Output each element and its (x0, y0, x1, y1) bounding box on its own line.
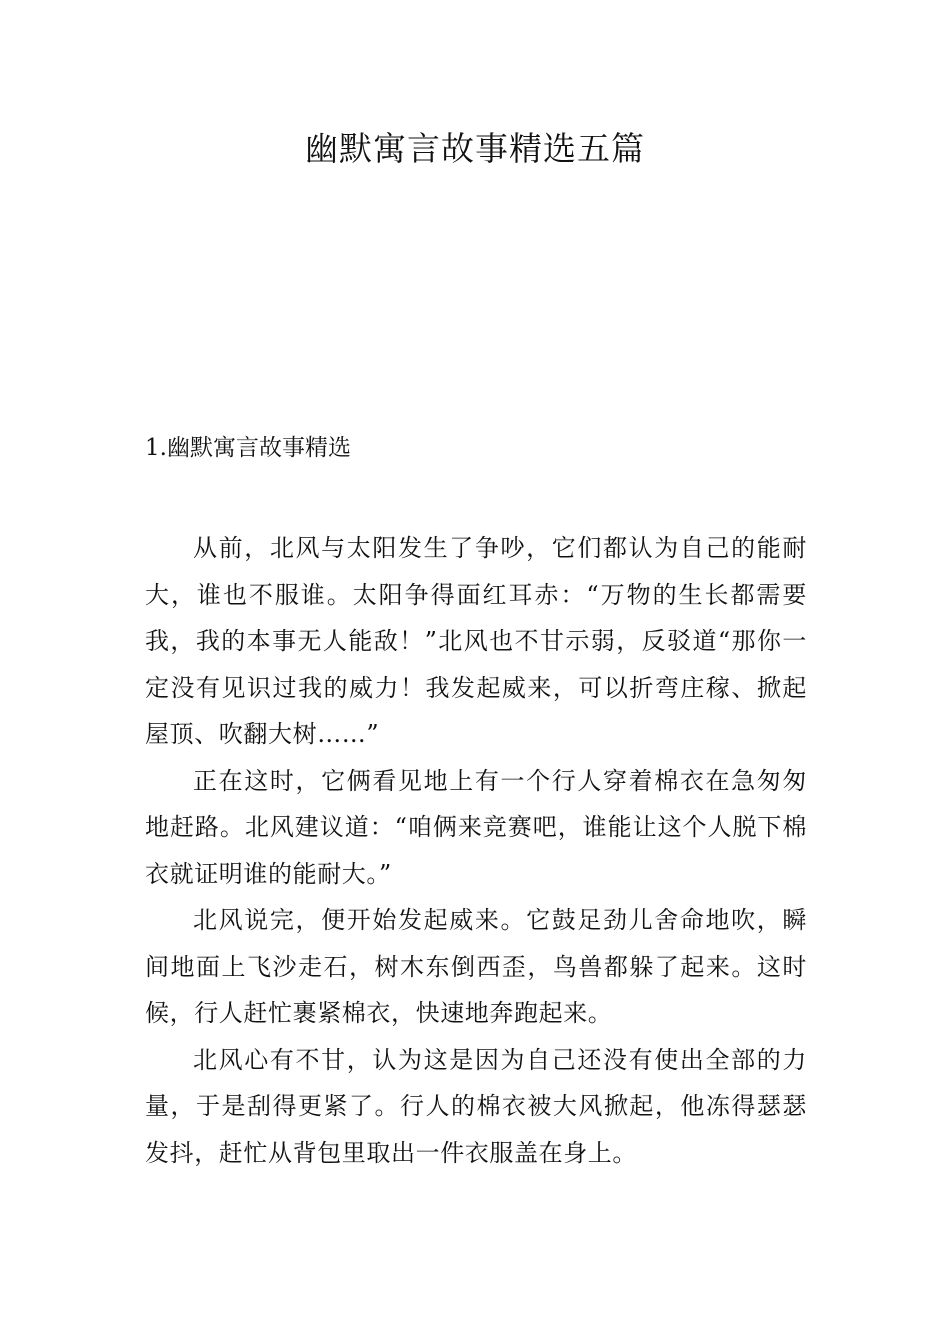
paragraph-4: 北风心有不甘，认为这是因为自己还没有使出全部的力量，于是刮得更紧了。行人的棉衣被大风掀起，他冻得瑟瑟发抖，赶忙从背包里取出一件衣服盖在身上。 (145, 1045, 807, 1167)
paragraph-1: 从前，北风与太阳发生了争吵，它们都认为自己的能耐大，谁也不服谁。太阳争得面红耳赤：“万物的生长都需要我，我的本事无人能敌！”北风也不甘示弱，反驳道“那你一定没有见识过我的威力！我发起威来，可以折弯庄稼、掀起屋顶、吹翻大树……” (145, 534, 807, 748)
paragraph-2: 正在这时，它俩看见地上有一个行人穿着棉衣在急匆匆地赶路。北风建议道：“咱俩来竞赛吧，谁能让这个人脱下棉衣就证明谁的能耐大。” (145, 766, 807, 888)
story-body (145, 525, 807, 1176)
document-title: 幽默寓言故事精选五篇 (305, 129, 645, 168)
section-heading: 1.幽默寓言故事精选 (145, 435, 351, 461)
paragraph-3: 北风说完，便开始发起威来。它鼓足劲儿舍命地吹，瞬间地面上飞沙走石，树木东倒西歪，鸟兽都躲了起来。这时候，行人赶忙裹紧棉衣，快速地奔跑起来。 (145, 906, 807, 1027)
